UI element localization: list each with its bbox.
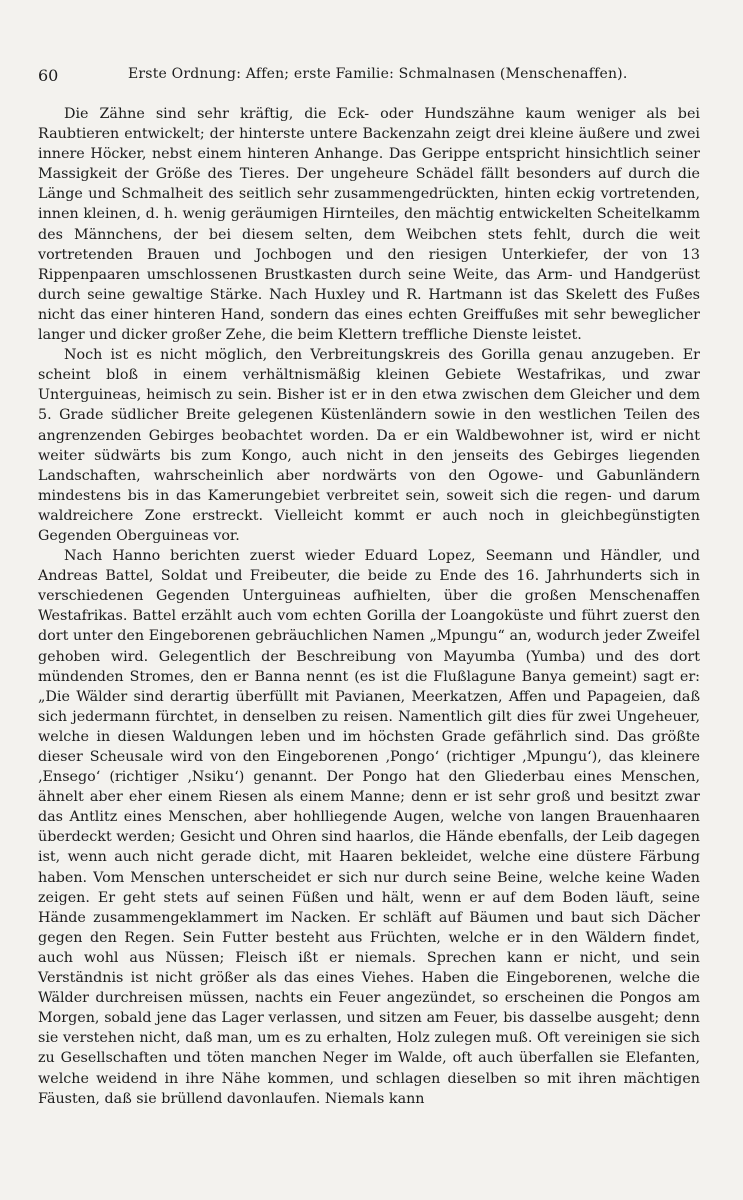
page-header — [38, 64, 698, 88]
paragraph: Nach Hanno berichten zuerst wieder Eduard Lopez, Seemann und Händler, und Andreas Battel, Soldat und Freibeuter, die beide zu Ende des 16. Jahrhunderts sich in verschiedenen Gegenden Unterguineas aufhielten, über die großen Menschenaffen Westafrikas. Battel erzählt auch vom echten Gorilla der Loangoküste und führt zuerst den dort unter den Eingeborenen gebräuchlichen Namen „Mpungu“ an, wodurch jeder Zweifel gehoben wird. Gelegentlich der Beschreibung von Mayumba (Yumba) und des dort mündenden Stromes, den er Banna nennt (es ist die Flußlagune Banya gemeint) sagt er: „Die Wälder sind derartig überfüllt mit Pavianen, Meerkatzen, Affen und Papageien, daß sich jedermann fürchtet, in denselben zu reisen. Namentlich gilt dies für zwei Ungeheuer, welche in diesen Waldungen leben und im höchsten Grade gefährlich sind. Das größte dieser Scheusale wird von den Eingeborenen ‚Pongo‘ (richtiger ‚Mpungu‘), das kleinere ‚Ensego‘ (richtiger ‚Nsiku‘) genannt. Der Pongo hat den Gliederbau eines Menschen, ähnelt aber eher einem Riesen als einem Manne; denn er ist sehr groß und besitzt zwar das Antlitz eines Menschen, aber hohlliegende Augen, welche von langen Brauenhaaren überdeckt werden; Gesicht und Ohren sind haarlos, die Hände ebenfalls, der Leib dagegen ist, wenn auch nicht gerade dicht, mit Haaren bekleidet, welche eine düstere Färbung haben. Vom Menschen unterscheidet er sich nur durch seine Beine, welche keine Waden zeigen. Er geht stets auf seinen Füßen und hält, wenn er auf dem Boden läuft, seine Hände zusammengeklammert im Nacken. Er schläft auf Bäumen und baut sich Dächer gegen den Regen. Sein Futter besteht aus Früchten, welche er in den Wäldern findet, auch wohl aus Nüssen; Fleisch ißt er niemals. Sprechen kann er nicht, und sein Verständnis ist nicht größer als das eines Viehes. Haben die Eingeborenen, welche die Wälder durchreisen müssen, nachts ein Feuer angezündet, so erscheinen die Pongos am Morgen, sobald jene das Lager verlassen, und sitzen am Feuer, bis dasselbe ausgeht; denn sie verstehen nicht, daß man, um es zu erhalten, Holz zulegen muß. Oft vereinigen sie sich zu Gesellschaften und töten manchen Neger im Walde, oft auch überfallen sie Elefanten, welche weidend in ihre Nähe kommen, und schlagen dieselben so mit ihren mächtigen Fäusten, daß sie brüllend davonlaufen. Niemals kann — [38, 548, 700, 1107]
paragraph: Noch ist es nicht möglich, den Verbreitungskreis des Gorilla genau anzugeben. Er scheint bloß in einem verhältnismäßig kleinen Gebiete Westafrikas, und zwar Unterguineas, heimisch zu sein. Bisher ist er in den etwa zwischen dem Gleicher und dem 5. Grade südlicher Breite gelegenen Küstenländern sowie in den westlichen Teilen des angrenzenden Gebirges beobachtet worden. Da er ein Waldbewohner ist, wird er nicht weiter südwärts bis zum Kongo, auch nicht in den jenseits des Gebirges liegenden Landschaften, wahrscheinlich aber nordwärts von den Ogowe- und Gabunländern mindestens bis in das Kamerungebiet verbreitet sein, soweit sich die regen- und darum waldreichere Zone erstreckt. Vielleicht kommt er auch noch in gleichbegünstigten Gegenden Oberguineas vor. — [38, 347, 700, 544]
page-number: 60 — [38, 66, 59, 85]
body-text — [38, 104, 700, 1109]
paragraph: Die Zähne sind sehr kräftig, die Eck- oder Hundszähne kaum weniger als bei Raubtieren entwickelt; der hinterste untere Backenzahn zeigt drei kleine äußere und zwei innere Höcker, nebst einem hinteren Anhange. Das Gerippe entspricht hinsichtlich seiner Massigkeit der Größe des Tieres. Der ungeheure Schädel fällt besonders auf durch die Länge und Schmalheit des seitlich sehr zusammengedrückten, hinten eckig vortretenden, innen kleinen, d. h. wenig geräumigen Hirnteiles, den mächtig entwickelten Scheitelkamm des Männchens, der bei diesem selten, dem Weibchen stets fehlt, durch die weit vortretenden Brauen und Jochbogen und den riesigen Unterkiefer, der von 13 Rippenpaaren umschlossenen Brustkasten durch seine Weite, das Arm- und Handgerüst durch seine gewaltige Stärke. Nach Huxley und R. Hartmann ist das Skelett des Fußes nicht das einer hinteren Hand, sondern das eines echten Greiffußes mit sehr beweglicher langer und dicker großer Zehe, die beim Klettern treffliche Dienste leistet. — [38, 106, 700, 344]
running-title: Erste Ordnung: Affen; erste Familie: Schmalnasen (Menschenaffen). — [128, 66, 628, 82]
